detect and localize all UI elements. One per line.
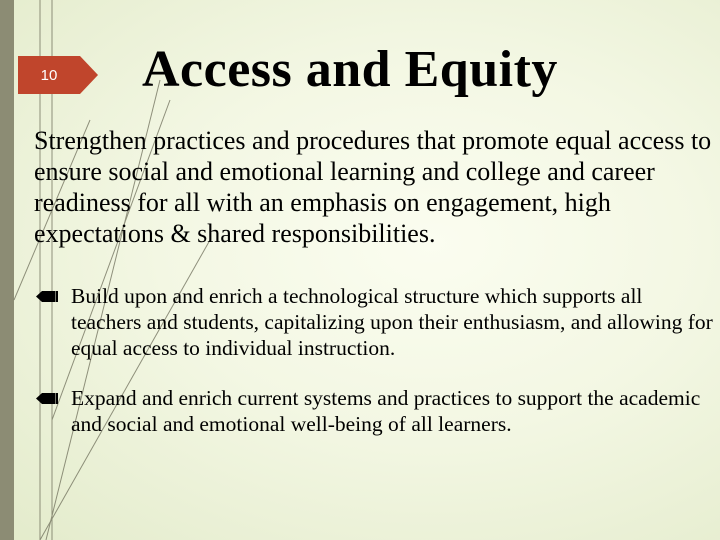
pencil-icon bbox=[36, 290, 58, 303]
slide-number-badge bbox=[18, 56, 98, 94]
slide-number: 10 bbox=[40, 66, 58, 84]
pencil-icon bbox=[36, 392, 58, 405]
intro-paragraph: Strengthen practices and procedures that promote equal access to ensure social and emotional learning and college and career readiness for all with an emphasis on engagement, high expectations & shared responsibilities. bbox=[34, 126, 712, 248]
slide-title: Access and Equity bbox=[142, 41, 558, 98]
bullet-text: Build upon and enrich a technological structure which supports all teachers and students, capitalizing upon their enthusiasm, and allowing for equal access to individual instruction. bbox=[71, 284, 713, 360]
bullet-text: Expand and enrich current systems and practices to support the academic and social and emotional well-being of all learners. bbox=[71, 386, 701, 436]
left-accent-bar bbox=[0, 0, 14, 540]
